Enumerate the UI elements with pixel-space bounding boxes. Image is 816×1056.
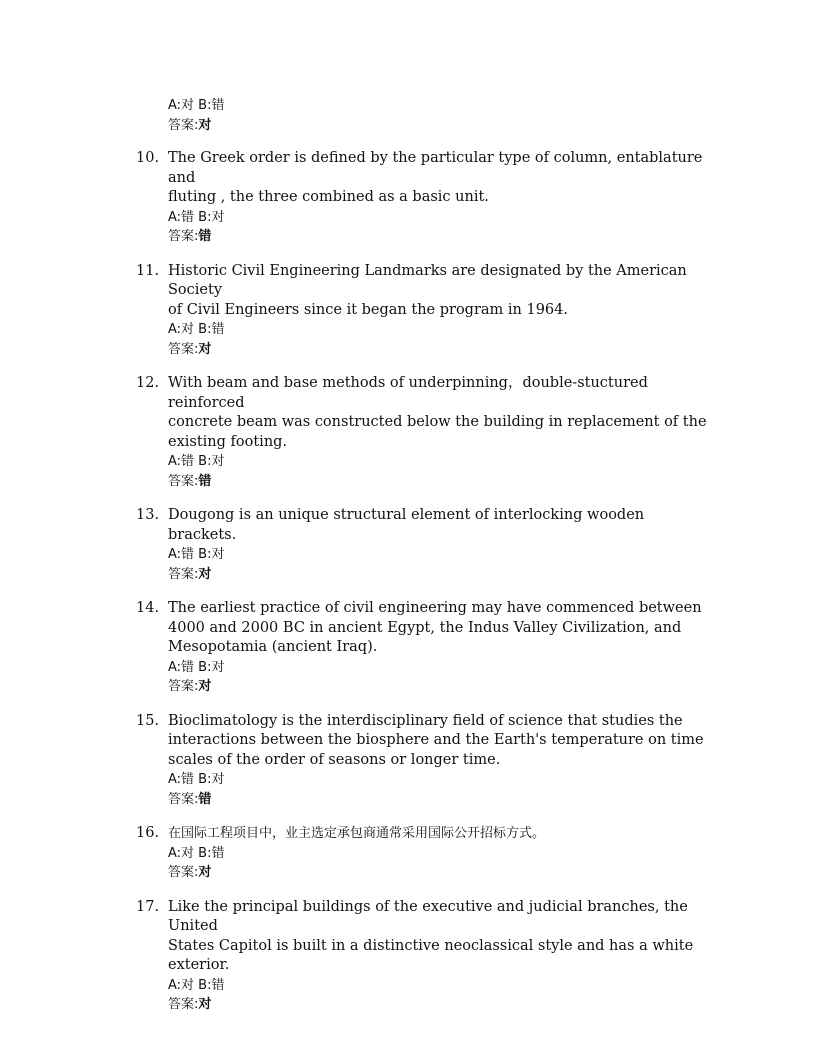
question-text: Bioclimatology is the interdisciplinary field of science that studies the interactions between the biosphere and the Earth's temperature on time scales of the order of seasons or longer time.: [168, 712, 704, 768]
answer-line: [168, 340, 716, 360]
options-line: A:对 B:错: [168, 977, 225, 993]
answer-label: 答案:: [168, 117, 199, 133]
question-text: The earliest practice of civil engineering may have commenced between 4000 and 2000 BC in ancient Egypt, the Indus Valley Civilization, and Mesopotamia (ancient Iraq).: [168, 600, 702, 655]
options-line: A:对 B:错: [168, 98, 225, 113]
answer-value: 对: [198, 865, 212, 880]
answer-label: 答案:: [168, 791, 199, 807]
answer-value: 错: [198, 229, 212, 244]
question-11: [136, 262, 716, 360]
question-text: Like the principal buildings of the executive and judicial branches, the United States Capitol is built in a distinctive neoclassical style and has a white exterior.: [168, 898, 694, 973]
question-number: 16.: [136, 825, 160, 841]
question-number: 10.: [136, 150, 160, 166]
answer-value: 对: [198, 679, 212, 694]
answer-label: 答案:: [168, 997, 199, 1012]
answer-line: [168, 472, 716, 492]
answer-line: [168, 116, 716, 136]
answer-value: 对: [198, 341, 212, 357]
question-10: [136, 149, 716, 247]
question-text: Dougong is an unique structural element of interlocking wooden brackets.: [168, 507, 645, 543]
answer-label: 答案:: [168, 679, 199, 694]
question-14: [136, 599, 716, 697]
question-number: 11.: [136, 262, 160, 279]
previous-question-tail: [136, 96, 716, 135]
answer-value: 对: [198, 117, 212, 133]
answer-line: [168, 677, 716, 697]
question-number: 12.: [136, 375, 160, 391]
answer-line: [168, 227, 716, 247]
question-number: 15.: [136, 712, 160, 729]
question-text: With beam and base methods of underpinning，double-stuctured reinforced concrete beam was constructed below the building in replacement of the existing footing.: [168, 375, 707, 450]
question-16: [136, 824, 716, 883]
question-text: Historic Civil Engineering Landmarks are designated by the American Society of Civil Engineers since it began the program in 1964.: [168, 262, 687, 318]
options-line: A:错 B:对: [168, 772, 225, 787]
options-line: A:错 B:对: [168, 454, 225, 469]
question-15: [136, 712, 716, 810]
options-line: A:对 B:错: [168, 845, 225, 861]
question-list: [136, 96, 716, 1030]
options-line: A:对 B:错: [168, 322, 225, 337]
answer-value: 错: [198, 791, 212, 807]
answer-label: 答案:: [168, 341, 199, 357]
answer-label: 答案:: [168, 865, 199, 880]
answer-line: [168, 565, 716, 585]
answer-line: [168, 863, 716, 883]
question-text: The Greek order is defined by the particular type of column, entablature and fluting , the three combined as a basic unit.: [168, 150, 703, 205]
options-line: A:错 B:对: [168, 659, 225, 675]
answer-label: 答案:: [168, 566, 199, 582]
options-line: A:错 B:对: [168, 547, 225, 562]
question-number: 13.: [136, 507, 160, 523]
question-13: [136, 506, 716, 584]
answer-value: 错: [198, 473, 212, 489]
question-12: [136, 374, 716, 491]
question-text: 在国际工程项目中，业主选定承包商通常采用国际公开招标方式。: [168, 826, 546, 841]
options-line: A:错 B:对: [168, 209, 225, 225]
question-number: 17.: [136, 898, 160, 915]
answer-line: [168, 790, 716, 810]
answer-label: 答案:: [168, 473, 199, 489]
question-number: 14.: [136, 600, 160, 616]
question-17: [136, 898, 716, 1015]
answer-value: 对: [198, 997, 212, 1012]
answer-line: [168, 995, 716, 1015]
answer-value: 对: [198, 566, 212, 582]
answer-label: 答案:: [168, 229, 199, 244]
